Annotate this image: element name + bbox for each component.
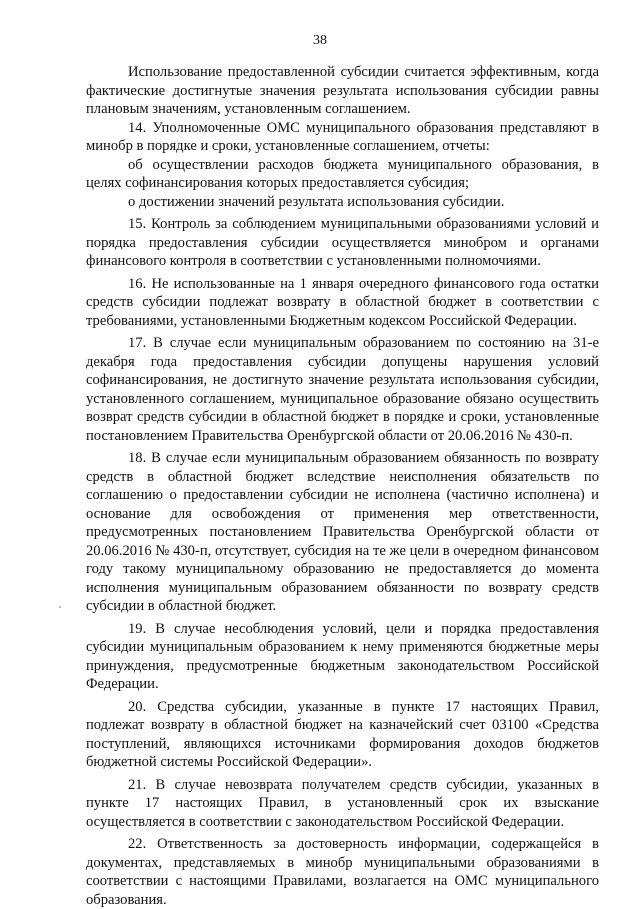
scan-speck: [59, 606, 61, 608]
paragraph-20-treasury-account: 20. Средства субсидии, указанные в пункте 17 настоящих Правил, подлежат возврату в областной бюджет на казначейский счет 03100 «Средства поступлений, являющихся источниками формирования доходов бюджетов бюджетной системы Российской Федерации».: [86, 698, 599, 770]
paragraph-19-coercion: 19. В случае несоблюдения условий, цели и порядка предоставления субсидии муниципальным образованием к нему применяются бюджетные меры принуждения, предусмотренные бюджетным законодательством Российской Федерации.: [86, 620, 599, 692]
paragraph-22-responsibility: 22. Ответственность за достоверность информации, содержащейся в документах, представляемых в минобр муниципальными образованиями в соответствии с настоящими Правилами, возлагается на ОМС муниципального образования.: [86, 836, 599, 908]
document-body: [86, 63, 599, 909]
paragraph-report-expenses: об осуществлении расходов бюджета муниципального образования, в целях софинансирования которых предоставляется субсидия;: [86, 156, 599, 191]
paragraph-effectiveness: Использование предоставленной субсидии считается эффективным, когда фактические достигнутые значения результата использования субсидии равны плановым значениям, установленным соглашением.: [86, 64, 599, 117]
paragraph-16-unused-balances: 16. Не использованные на 1 января очередного финансового года остатки средств субсидии подлежат возврату в областной бюджет в соответствии с требованиями, установленными Бюджетным кодексом Российской Федерации.: [86, 275, 599, 329]
paragraph-report-results: о достижении значений результата использования субсидии.: [128, 193, 505, 210]
paragraph-21-recovery: 21. В случае невозврата получателем средств субсидии, указанных в пункте 17 настоящих Правил, в установленный срок их взыскание осуществляется в соответствии с законодательством Российской Федерации.: [86, 776, 599, 830]
paragraph-15-control: 15. Контроль за соблюдением муниципальными образованиями условий и порядка предоставления субсидии осуществляется минобром и органами финансового контроля в соответствии с установленными полномочиями.: [86, 216, 599, 269]
paragraph-18-refund-obligation: 18. В случае если муниципальным образованием обязанность по возврату средств в областной бюджет вследствие неисполнения обязательств по соглашению о предоставлении субсидии не исполнена (частично исполнена) и основание для освобождения от применения мер ответственности, предусмотренных постановлением Правительства Оренбургской области от 20.06.2016 № 430-п, отсутствует, субсидия на те же цели в очередном финансовом году такому муниципальному образованию не предоставляется до момента исполнения муниципальным образованием обязанности по возврату средств субсидии в областной бюджет.: [86, 450, 599, 614]
paragraph-17-violations: 17. В случае если муниципальным образованием по состоянию на 31-е декабря года предоставления субсидии допущены нарушения условий софинансирования, не достигнуто значение результата использования субсидии, установленного соглашением, муниципальное образование обязано осуществить возврат средств субсидии в областной бюджет в порядке и сроки, установленные постановлением Правительства Оренбургской области от 20.06.2016 № 430-п.: [86, 335, 599, 444]
page-number: 38: [313, 33, 327, 48]
paragraph-14-reports: 14. Уполномоченные ОМС муниципального образования представляют в минобр в порядке и сроки, установленные соглашением, отчеты:: [86, 119, 599, 154]
